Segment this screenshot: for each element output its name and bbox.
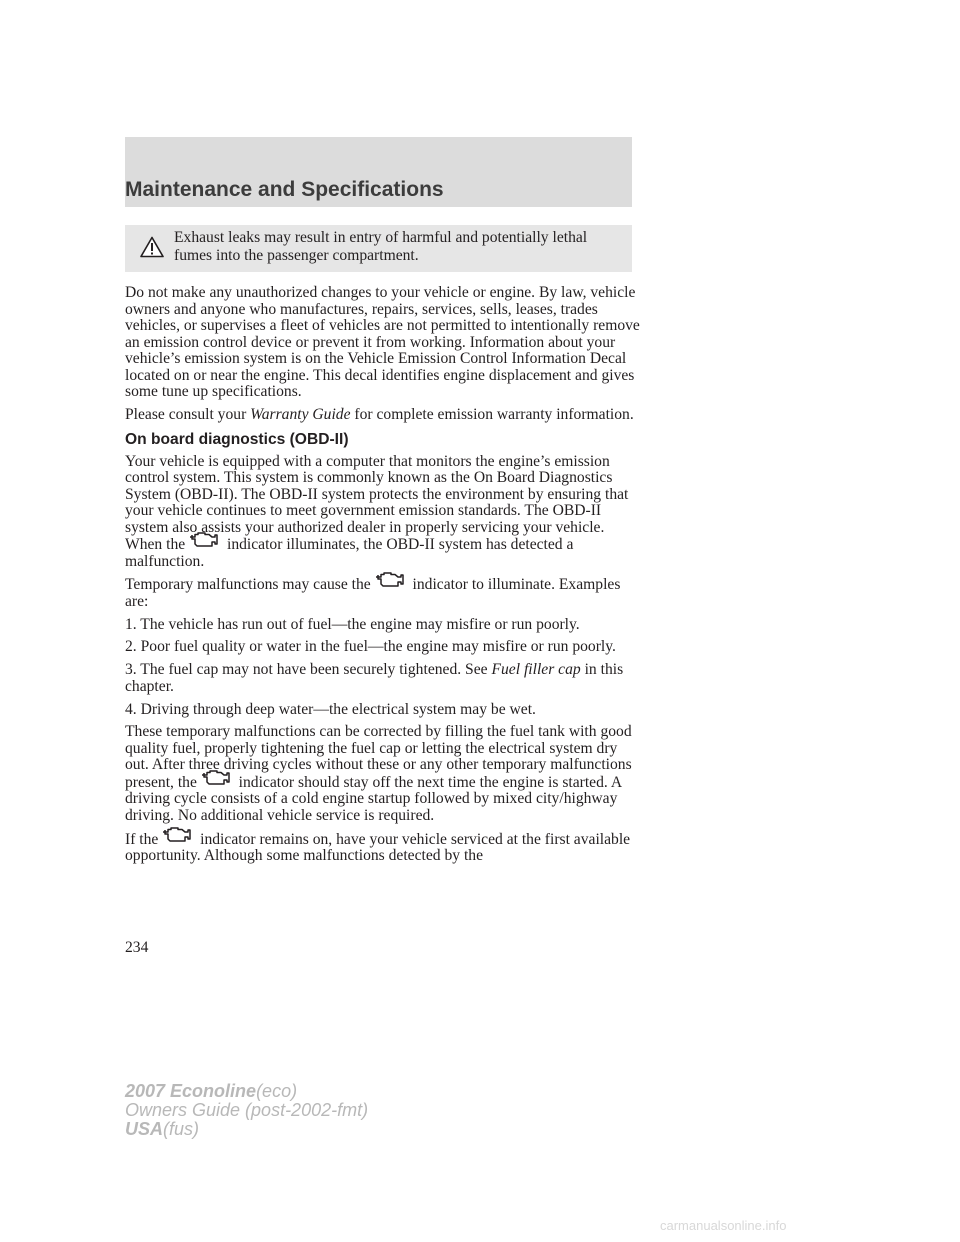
paragraph-obd-intro: Your vehicle is equipped with a computer that monitors the engine’s emission control system. This system is commonly known as the On Board Diagnostics System (OBD-II). The OBD-II system protects the environment by ensuring that your vehicle continues to meet government emission standards. The OBD-II system also assists your authorized dealer in properly servicing your vehicle. When the indicator illuminates, the OBD-II system has detected a malfunction.	[125, 452, 629, 570]
footer-doc-info	[125, 1082, 368, 1139]
warning-text: Exhaust leaks may result in entry of harmful and potentially lethal fumes into the passenger compartment.	[174, 229, 588, 264]
main-content	[125, 285, 645, 871]
fuel-filler-cap-reference: Fuel filler cap	[491, 661, 581, 679]
paragraph-corrections: These temporary malfunctions can be corrected by filling the fuel tank with good quality fuel, properly tightening the fuel cap or letting the electrical system dry out. After three driving cycles without these or any other temporary malfunctions present, the indicator should stay off the next time the engine is started. A driving cycle consists of a cold engine startup followed by mixed city/highway driving. No additional vehicle service is required.	[125, 723, 632, 824]
check-engine-icon	[375, 572, 409, 588]
paragraph-warranty: Please consult your Warranty Guide for complete emission warranty information.	[125, 405, 634, 423]
warning-box	[125, 225, 632, 272]
site-watermark: carmanualsonline.info	[660, 1218, 787, 1233]
footer-line-model: 2007 Econoline(eco)	[125, 1081, 298, 1101]
check-engine-icon	[189, 532, 223, 548]
paragraph-emission-changes: Do not make any unauthorized changes to your vehicle or engine. By law, vehicle owners and anyone who manufactures, repairs, services, sells, leases, trades vehicles, or supervises a fleet of vehicles are not permitted to intentionally remove an emission control device or prevent it from working. Information about your vehicle’s emission system is on the Vehicle Emission Control Information Decal located on or near the engine. This decal identifies engine displacement and gives some tune up specifications.	[125, 284, 640, 400]
check-engine-icon	[201, 770, 235, 786]
footer-line-market: USA(fus)	[125, 1119, 200, 1139]
list-item: 3. The fuel cap may not have been securely tightened. See Fuel filler cap in this chapter.	[125, 661, 624, 695]
list-item: 1. The vehicle has run out of fuel—the engine may misfire or run poorly.	[125, 615, 580, 633]
page-number: 234	[125, 939, 149, 956]
list-item: 2. Poor fuel quality or water in the fuel—the engine may misfire or run poorly.	[125, 638, 616, 656]
section-heading-obd: On board diagnostics (OBD-II)	[125, 430, 349, 448]
check-engine-icon	[162, 827, 196, 843]
paragraph-temporary-malfunctions: Temporary malfunctions may cause the indicator to illuminate. Examples are:	[125, 576, 645, 610]
footer-line-guide: Owners Guide (post-2002-fmt)	[125, 1100, 369, 1120]
warning-triangle-icon	[140, 236, 164, 258]
warranty-guide-reference: Warranty Guide	[250, 405, 351, 423]
page-title: Maintenance and Specifications	[125, 178, 444, 201]
list-item: 4. Driving through deep water—the electrical system may be wet.	[125, 700, 536, 718]
paragraph-indicator-remains-on: If the indicator remains on, have your vehicle serviced at the first available opportunity. Although some malfunctions detected by the	[125, 831, 645, 865]
